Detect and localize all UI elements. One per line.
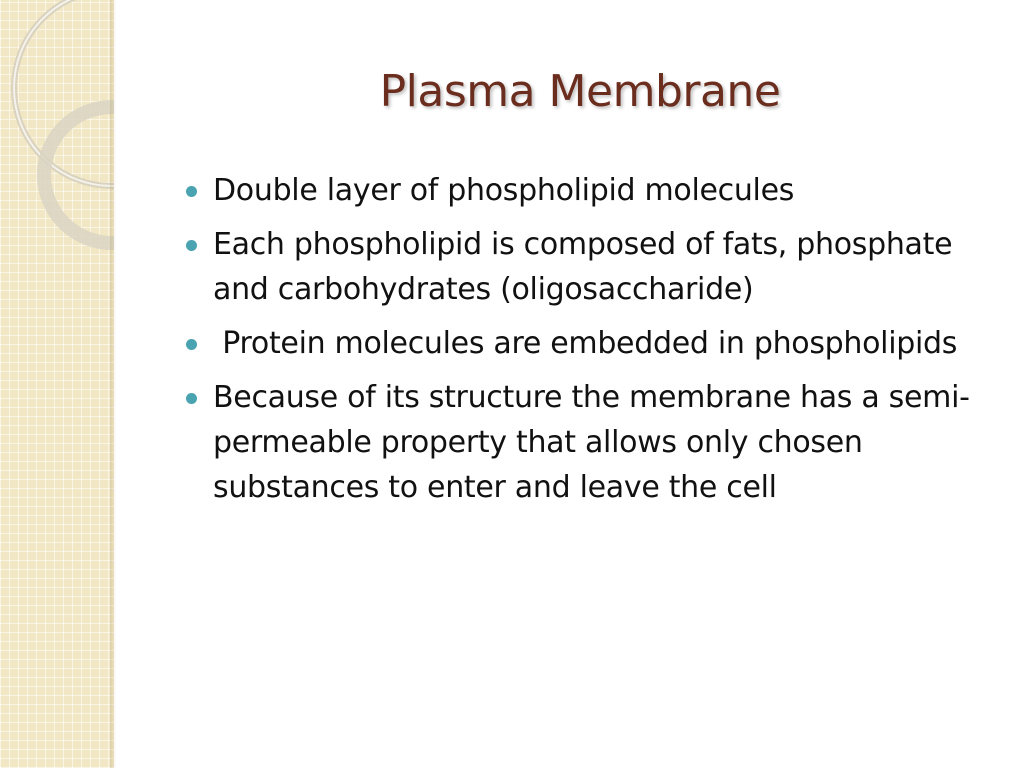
bullet-item — [186, 375, 998, 510]
bullet-text: Because of its structure the membrane has a semi-permeable property that allows only chosen substances to enter and leave the cell — [213, 380, 970, 505]
bullet-dot-icon — [186, 393, 197, 404]
small-ring — [44, 107, 114, 243]
bullet-item — [186, 321, 998, 366]
decorative-circles — [0, 0, 114, 768]
bullet-item — [186, 168, 998, 213]
bullet-item — [186, 222, 998, 312]
bullet-text: Double layer of phospholipid molecules — [213, 173, 795, 208]
large-ring — [14, 0, 114, 186]
decorative-side-band — [0, 0, 114, 768]
bullet-dot-icon — [186, 339, 197, 350]
bullet-text: Protein molecules are embedded in phospholipids — [213, 326, 958, 361]
bullet-dot-icon — [186, 240, 197, 251]
large-ring-highlight — [14, 0, 114, 186]
band-shadow — [110, 0, 116, 768]
slide-title: Plasma Membrane — [379, 66, 781, 117]
bullet-dot-icon — [186, 186, 197, 197]
bullet-text: Each phospholipid is composed of fats, phosphate and carbohydrates (oligosaccharide) — [213, 227, 953, 307]
bullet-list — [186, 168, 998, 519]
